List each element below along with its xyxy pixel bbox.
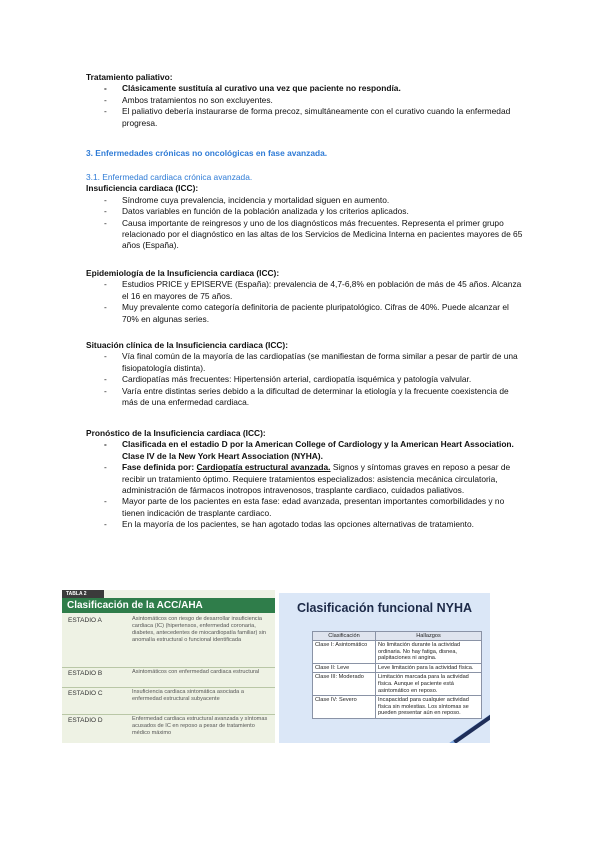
acc-table-title: Clasificación de la ACC/AHA xyxy=(62,598,275,613)
list-item: - Datos variables en función de la población analizada y los criterios aplicados. xyxy=(86,206,526,217)
list-item: - En la mayoría de los pacientes, se han agotado todas las opciones alternativas de tratamiento. xyxy=(86,519,526,530)
pronostico-list xyxy=(86,439,526,530)
table-cell: Leve limitación para la actividad física. xyxy=(376,663,482,673)
epidemiologia-list xyxy=(86,279,526,325)
nyha-table-image xyxy=(279,593,490,743)
epidemiologia-heading: Epidemiología de la Insuficiencia cardiaca (ICC): xyxy=(86,268,280,278)
table-row xyxy=(313,696,482,719)
icc-heading: Insuficiencia cardiaca (ICC): xyxy=(86,183,199,194)
stage-label: ESTADIO B xyxy=(68,670,103,677)
table-row xyxy=(62,715,275,743)
paliativo-section xyxy=(86,72,526,129)
table-tag: TABLA 2 xyxy=(62,590,104,598)
acc-aha-table-image xyxy=(62,590,275,743)
list-item: - Vía final común de la mayoría de las cardiopatías (se manifiestan de forma similar a pesar de partir de una fisiopatología distinta). xyxy=(86,351,526,374)
table-row xyxy=(313,663,482,673)
table-cell: Clase II: Leve xyxy=(313,663,376,673)
epidemiologia-section xyxy=(86,268,526,325)
item-underline: Cardiopatía estructural avanzada. xyxy=(196,462,331,473)
icc-list xyxy=(86,195,526,252)
list-item: - Clásicamente sustituía al curativo una vez que paciente no respondía. xyxy=(86,83,526,94)
list-item: - Mayor parte de los pacientes en esta fase: edad avanzada, presentan importantes comorbilidades y no tienen indicación de trasplante cardiaco. xyxy=(86,496,526,519)
list-item: - Ambos tratamientos no son excluyentes. xyxy=(86,95,526,106)
pronostico-heading: Pronóstico de la Insuficiencia cardiaca (ICC): xyxy=(86,428,266,438)
stage-label: ESTADIO D xyxy=(68,717,103,724)
list-item: - Estudios PRICE y EPISERVE (España): prevalencia de 4,7-6,8% en población de más de 45 años. Alcanza el 16 en mayores de 75 años. xyxy=(86,279,526,302)
situacion-list xyxy=(86,351,526,408)
list-item xyxy=(86,462,526,496)
table-cell: No limitación durante la actividad ordinaria. No hay fatiga, disnea, palpitaciones ni angina. xyxy=(376,641,482,664)
table-cell: Clase I: Asintomático xyxy=(313,641,376,664)
list-item: - Muy prevalente como categoría definitoria de paciente pluripatológico. Cifras de 40%. Puede alcanzar el 70% en algunas series. xyxy=(86,302,526,325)
table-cell: Clase III: Moderado xyxy=(313,673,376,696)
pronostico-section xyxy=(86,428,526,531)
stage-desc: Insuficiencia cardiaca sintomática asociada a enfermedad estructural subyacente xyxy=(132,689,244,702)
stage-desc: Asintomáticos con riesgo de desarrollar insuficiencia cardiaca (IC) (hipertensos, enfermedad coronaria, diabetes, antecedentes de miocardiopatía familiar) sin anomalía estructural o funcional identificada xyxy=(132,616,267,643)
section-3-heading: 3. Enfermedades crónicas no oncológicas en fase avanzada. xyxy=(86,148,328,158)
table-cell: Incapacidad para cualquier actividad física sin molestias. Los síntomas se pueden presentar aún en reposo. xyxy=(376,696,482,719)
stage-label: ESTADIO C xyxy=(68,690,103,697)
stage-desc: Enfermedad cardiaca estructural avanzada y síntomas acusados de IC en reposo a pesar de tratamiento médico máximo xyxy=(132,716,268,736)
column-header: Hallazgos xyxy=(376,632,482,641)
paliativo-heading: Tratamiento paliativo: xyxy=(86,72,173,82)
table-cell: Clase IV: Severo xyxy=(313,696,376,719)
table-row xyxy=(62,668,275,688)
nyha-title: Clasificación funcional NYHA xyxy=(296,601,473,615)
item-prefix: Fase definida por: xyxy=(122,462,197,473)
stage-desc: Asintomáticos con enfermedad cardiaca estructural xyxy=(132,669,260,675)
paliativo-list xyxy=(86,83,526,129)
column-header: Clasificación xyxy=(313,632,376,641)
situacion-heading: Situación clínica de la Insuficiencia cardiaca (ICC): xyxy=(86,340,288,350)
section-31-heading: 3.1. Enfermedad cardiaca crónica avanzada. xyxy=(86,172,253,182)
list-item: - Cardiopatías más frecuentes: Hipertensión arterial, cardiopatía isquémica y patología valvular. xyxy=(86,374,526,385)
table-row xyxy=(62,615,275,668)
list-item: - Clasificada en el estadio D por la American College of Cardiology y la American Heart Association. Clase IV de la New York Heart Association (NYHA). xyxy=(86,439,526,462)
list-item: - El paliativo debería instaurarse de forma precoz, simultáneamente con el curativo cuando la enfermedad progresa. xyxy=(86,106,526,129)
table-cell: Limitación marcada para la actividad física. Aunque el paciente está asintomático en reposo. xyxy=(376,673,482,696)
list-item: - Varía entre distintas series debido a la dificultad de determinar la etiología y la frecuente coexistencia de más de una enfermedad cardiaca. xyxy=(86,386,526,409)
nyha-table xyxy=(312,631,482,719)
table-row xyxy=(62,688,275,715)
list-item: - Síndrome cuya prevalencia, incidencia y mortalidad siguen en aumento. xyxy=(86,195,526,206)
icc-section xyxy=(86,172,526,252)
table-row xyxy=(313,673,482,696)
item-rest: Signos y síntomas graves en reposo a pesar de recibir un tratamiento óptimo. Requiere tratamientos especializados: asistencia mecánica circulatoria, administración de fármacos inotropos intravenosos, trasplante cardiaco, cuidados paliativos. xyxy=(122,462,511,496)
list-item: - Causa importante de reingresos y uno de los diagnósticos más frecuentes. Representa el primer grupo relacionado por el diagnóstico en las altas de los Servicios de Medicina Interna en pacientes mayores de 65 años (España). xyxy=(86,218,526,252)
stage-label: ESTADIO A xyxy=(68,617,102,624)
situacion-section xyxy=(86,340,526,408)
table-row xyxy=(313,641,482,664)
